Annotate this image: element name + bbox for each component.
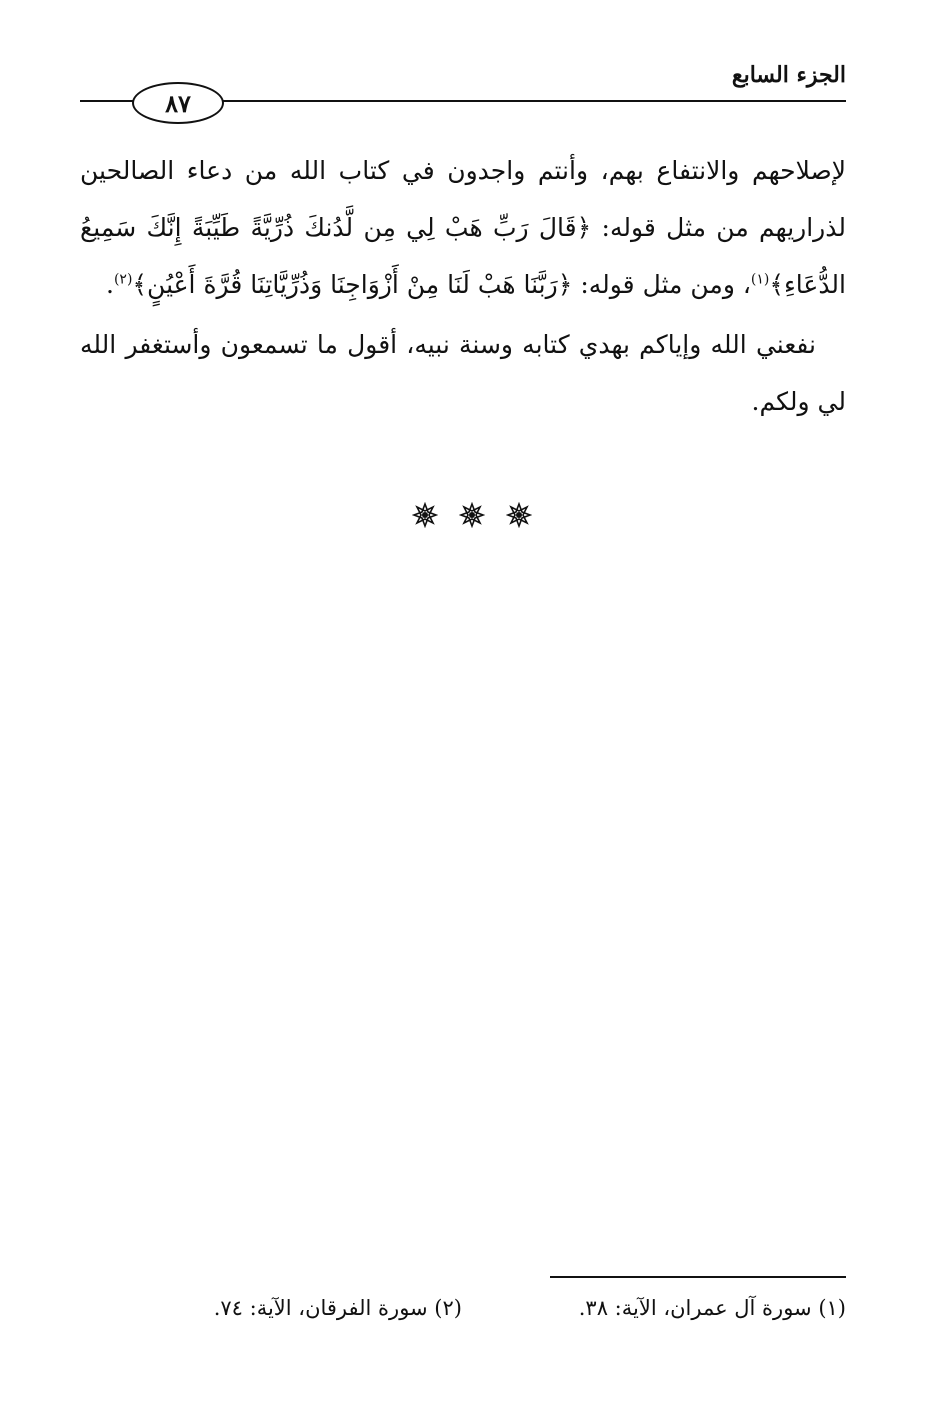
quran-verse-1: ﴿قَالَ رَبِّ هَبْ لِي مِن لَّدُنكَ ذُرِّيَّةً طَيِّبَةً إِنَّكَ سَمِيعُ الدُّعَاءِ﴾ <box>80 213 846 299</box>
running-header-title: الجزء السابع <box>731 62 846 88</box>
footnote-ref-1: (١) <box>750 271 770 288</box>
page-number: ٨٧ <box>132 82 224 124</box>
flower-ornament-icon <box>412 502 438 528</box>
paragraph-1-text-start: لإصلاحهم والانتفاع بهم، وأنتم واجدون في كتاب الله من دعاء الصالحين لذراريهم من مثل قوله: <box>80 156 846 242</box>
paragraph-1 <box>80 142 846 313</box>
footnote-separator <box>550 1276 846 1278</box>
footnote-2: (٢) سورة الفرقان، الآية: ٧٤. <box>213 1296 462 1320</box>
footnote-ref-2: (٢) <box>113 271 133 288</box>
flower-ornament-icon <box>506 502 532 528</box>
paragraph-1-text-end: . <box>105 270 114 299</box>
paragraph-1-text-mid: ، ومن مثل قوله: <box>572 270 751 299</box>
section-divider-ornaments <box>0 502 944 528</box>
footnote-1: (١) سورة آل عمران، الآية: ٣٨. <box>578 1296 846 1320</box>
quran-verse-2: ﴿رَبَّنَا هَبْ لَنَا مِنْ أَزْوَاجِنَا وَذُرِّيَّاتِنَا قُرَّةَ أَعْيُنٍ﴾ <box>132 270 573 299</box>
paragraph-2: نفعني الله وإياكم بهدي كتابه وسنة نبيه، أقول ما تسمعون وأستغفر الله لي ولكم. <box>80 330 846 416</box>
flower-ornament-icon <box>459 502 485 528</box>
